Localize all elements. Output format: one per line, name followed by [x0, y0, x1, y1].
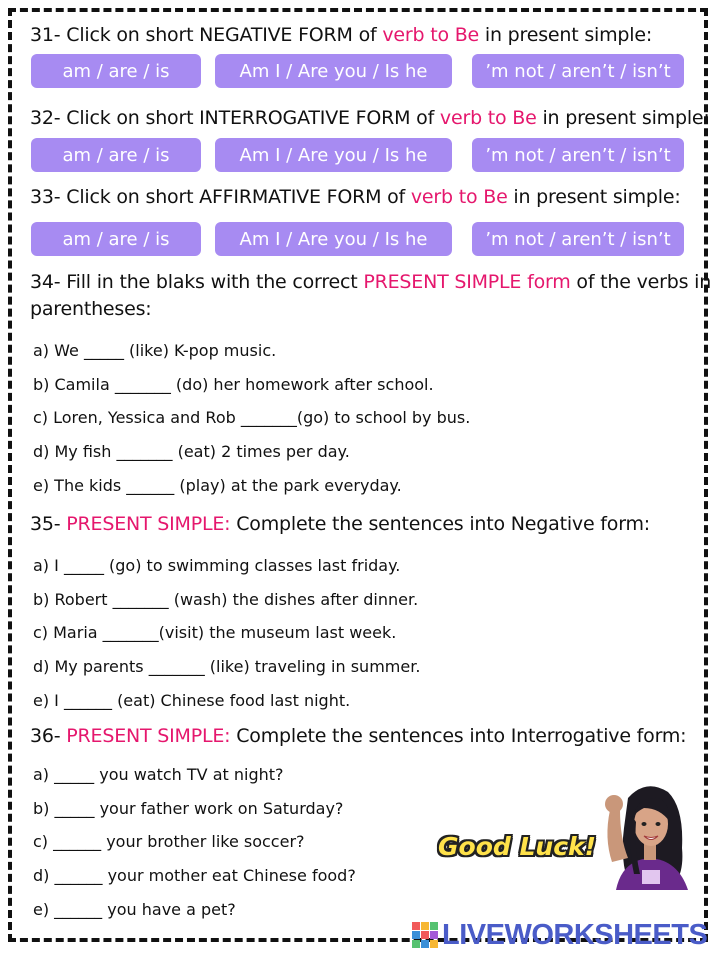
q34-item-d[interactable]: d) My fish _______ (eat) 2 times per day. [33, 442, 350, 461]
question-36 [30, 725, 686, 747]
question-highlight: verb to Be [382, 24, 480, 46]
question-highlight: verb to Be [439, 107, 537, 129]
question-text: 34- Fill in the blaks with the correct [30, 271, 358, 293]
question-text: in present simple: [513, 186, 681, 208]
question-34-line2: parentheses: [30, 298, 152, 320]
q33-option-affirmative[interactable]: am / are / is [31, 222, 201, 256]
q36-item-c[interactable]: c) ______ your brother like soccer? [33, 832, 305, 851]
question-highlight: PRESENT SIMPLE: [66, 513, 231, 535]
question-text: 33- Click on short AFFIRMATIVE FORM of [30, 186, 406, 208]
q34-item-c[interactable]: c) Loren, Yessica and Rob _______(go) to school by bus. [33, 408, 471, 427]
q36-item-a[interactable]: a) _____ you watch TV at night? [33, 765, 284, 784]
q31-option-negative[interactable]: ’m not / aren’t / isn’t [472, 54, 684, 88]
question-text: Complete the sentences into Interrogative form: [236, 725, 687, 747]
question-text: of the verbs in [576, 271, 712, 293]
q35-item-a[interactable]: a) I _____ (go) to swimming classes last friday. [33, 556, 401, 575]
question-34 [30, 271, 711, 293]
question-text: 35- [30, 513, 61, 535]
question-35 [30, 513, 650, 535]
liveworksheets-logo-icon [412, 922, 438, 948]
q35-item-c[interactable]: c) Maria _______(visit) the museum last week. [33, 623, 397, 642]
q33-option-interrogative[interactable]: Am I / Are you / Is he [215, 222, 452, 256]
liveworksheets-logo[interactable] [412, 918, 712, 952]
q35-item-b[interactable]: b) Robert _______ (wash) the dishes after dinner. [33, 590, 419, 609]
question-highlight: verb to Be [410, 186, 508, 208]
avatar-illustration [598, 778, 694, 890]
q36-item-b[interactable]: b) _____ your father work on Saturday? [33, 799, 344, 818]
q32-option-interrogative[interactable]: Am I / Are you / Is he [215, 138, 452, 172]
question-text: 31- Click on short NEGATIVE FORM of [30, 24, 377, 46]
question-text: 36- [30, 725, 61, 747]
question-33 [30, 186, 681, 208]
q36-item-e[interactable]: e) ______ you have a pet? [33, 900, 236, 919]
question-32 [30, 107, 710, 129]
question-31 [30, 24, 652, 46]
q31-option-interrogative[interactable]: Am I / Are you / Is he [215, 54, 452, 88]
question-text: in present simple: [542, 107, 710, 129]
q36-item-d[interactable]: d) ______ your mother eat Chinese food? [33, 866, 356, 885]
logo-text: LIVEWORKSHEETS [442, 918, 708, 951]
question-text: in present simple: [484, 24, 653, 46]
q35-item-d[interactable]: d) My parents _______ (like) traveling in summer. [33, 657, 421, 676]
good-luck-text: Good Luck! [438, 832, 597, 861]
q34-item-b[interactable]: b) Camila _______ (do) her homework after school. [33, 375, 434, 394]
q32-option-negative[interactable]: ’m not / aren’t / isn’t [472, 138, 684, 172]
question-highlight: PRESENT SIMPLE form [363, 271, 571, 293]
question-text: 32- Click on short INTERROGATIVE FORM of [30, 107, 435, 129]
q33-option-negative[interactable]: ’m not / aren’t / isn’t [472, 222, 684, 256]
q35-item-e[interactable]: e) I ______ (eat) Chinese food last night. [33, 691, 351, 710]
q31-option-affirmative[interactable]: am / are / is [31, 54, 201, 88]
q34-item-a[interactable]: a) We _____ (like) K-pop music. [33, 341, 277, 360]
q32-option-affirmative[interactable]: am / are / is [31, 138, 201, 172]
q34-item-e[interactable]: e) The kids ______ (play) at the park everyday. [33, 476, 402, 495]
question-text: Complete the sentences into Negative form: [236, 513, 650, 535]
question-highlight: PRESENT SIMPLE: [66, 725, 231, 747]
